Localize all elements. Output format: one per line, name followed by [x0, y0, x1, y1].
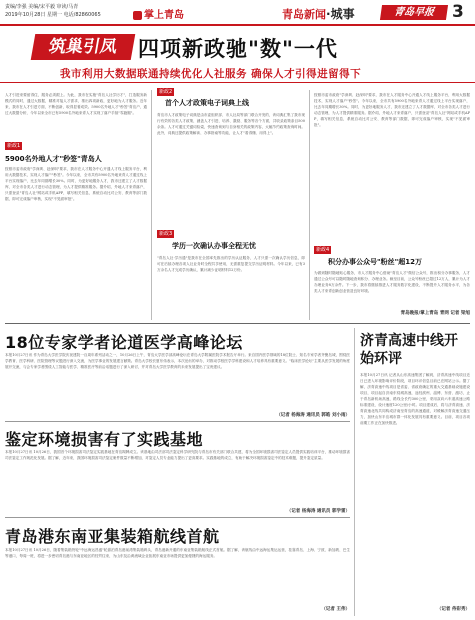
column-divider [151, 90, 152, 320]
sidebar-body: 本报10月27日讯 记者从山东高速集团了解到，济青高速中线项目近日已进入环境影响评价阶段，项目环评信息目前已在网站公示。据了解，济青高速中线项目是省委、省政府确定的重大交通基础设施建设项目，项目起自济南东绕城高速，途经滨州、淄博、东营、潍坊，止于青岛新机场高速，路线全长约300公里，采用双向六车道高速公路标准建设，设计速度120公里/小时。项目建成后，将与济青高速、济青高速北线共同构成济南至青岛的高速通道，对缓解济青高速交通压力，加快山东半岛城市群一体化发展具有重要意义。目前，项目各项前期工作正在加快推进。 [360, 373, 470, 425]
story-rule [5, 517, 350, 518]
story4-body: 本报10月27日讯 10月26日，随着集装箱货轮"中远海运昌盛"轮靠泊青岛港前湾集装箱码头，青岛港新开通的东南亚集装箱航线正式首航。据了解，该航线由中远海运集运运营，挂靠青岛、上海、宁波、新加坡、巴生等港口，每周一班，将进一步密切青岛港与东南亚地区的经贸往来，为山东及沿黄流域企业拓展东南亚市场提供更加便捷的海运服务。 [5, 548, 350, 558]
story3-body: 本报10月27日讯 10月26日，我国首个环境损害司法鉴定实践基地在青岛揭牌成立。该基地由司法部司法鉴定科学研究院与青岛市有关部门联合共建，将为全国环境损害司法鉴定人员提供实践培训平台，推动环境损害司法鉴定工作规范化发展。据了解，近年来，我国环境损害司法鉴定案件数量不断增加，对鉴定人员专业能力提出了更高要求。实践基地的成立，有助于解决环境损害鉴定中的技术难题，提升鉴定质量。 [5, 450, 350, 460]
sidebar-credit: （记者 侍彩秀） [436, 607, 470, 612]
logo-icon [133, 11, 142, 20]
lead-headline: 四项新政驰"数"一代 [138, 37, 338, 61]
section3-body: "青岛人社·学历通"是我市在全国率先推出的学历认证服务，人才只需一次确认学历信息，即可在后续办理各项人社业务时全程共享使用，无需重复提交学历证明材料。今年以来，已有3万余名人才完成学历确认，累计减少证明材料12万份。 [157, 256, 305, 272]
brand-badge: 青岛早报 [380, 5, 448, 20]
date-line: 2019年10月28日 星期一 电话/82860065 [5, 12, 101, 18]
lead-rule [0, 82, 475, 83]
editor-line: 责编/李强 美编/宋平毅 审读/马青 [5, 4, 79, 10]
story3-headline: 鉴定环境损害有了实践基地 [5, 430, 204, 449]
section3-tag: 新政3 [159, 231, 173, 237]
masthead [0, 0, 475, 24]
section2-tag: 新政2 [159, 89, 173, 95]
section3-title: 学历一次确认办事全程无忧 [172, 242, 256, 250]
story2-headline: 18位专家学者论道医学高峰论坛 [5, 333, 243, 352]
masthead-meta [5, 3, 125, 19]
lead-subheadline: 我市利用大数据联通持续优化人社服务 确保人才引得进留得下 [60, 68, 362, 80]
section1-title: 5900名外地人才"秒签"青岛人 [5, 155, 102, 163]
story4-headline: 青岛港东南亚集装箱航线首航 [5, 527, 220, 546]
sidebar-divider [354, 328, 355, 616]
lead-intro: 人才引进来要留得住，服务必须跟上。为此，我市在实施"青岛人社学历才"，打造服务新模式的同时，通过大数据，精准对接人才需求，推出四项新政，更好地为人才服务。近年来，我市在人才引进方面，不断创新，取得显著成效。5900名外地人才"秒签"青岛户，通过大数据分析，今年以来全市已有5900名外地来青人才实现了落户手续"零跑腿"。 [5, 93, 147, 115]
top-rule [0, 24, 475, 26]
lead-col3-intro: 按照市委市政府"学深圳、赶深圳"要求，我市在人才服务中心开通人才线上服务平台，利用大数据技术，实现人才落户"秒签"。今年以来，全市共有5900名外地来青人才通过线上平台实现落户，比去年同期增长30%。同时，为更好地服务人才，我市还建立了人才数据库，对全市各类人才进行动态管理，为人才提供精准服务。据介绍，外地人才来青落户，只需登录"青岛人社"网站或手机APP，填写相关信息，系统自动比对公安、教育等部门数据，即可完成落户审核，实现"不见面审批"。 [314, 93, 470, 127]
section2-title: 首个人才政策电子词典上线 [165, 99, 249, 107]
story2-body: 本报10月27日讯 作为青岛大学医学院庆祝建院一百周年系列活动之一，10月26日上午，青岛大学医学部高峰论坛在青岛大学附属医院学术报告厅举行。来自国内医学领域的18位院士、知名专家学者齐聚岛城，围绕医学教育、医学科研、医院管理等议题进行深入交流，为医学事业的发展建言献策。青岛大学校长夏东伟表示，本次论坛的举办，对推动学校医学学科建设和人才培养具有重要意义。"临床医学论坛"主要从医学发展的角度展开交流，与会专家学者围绕人工智能与医学、精准医疗等前沿话题进行了深入研讨，并对青岛大学医学教育的未来发展提出了宝贵建议。 [5, 353, 350, 369]
lead-credit: 青岛晚报/掌上青岛 青网 记者 梁旭 [400, 311, 470, 316]
story-rule [5, 421, 350, 422]
section-rule [5, 323, 470, 324]
story2-credit: （记者 杨海涛 通讯员 郭皓 刘小雨） [276, 413, 350, 418]
logo-text: 掌上青岛 [144, 10, 184, 21]
section4-title: 积分办事公众号"粉丝"超12万 [328, 258, 423, 266]
lead-kicker: 筑巢引凤 [31, 34, 136, 60]
section1-tag: 新政1 [7, 143, 21, 149]
section1-body: 按照市委市政府"学深圳、赶深圳"要求，我市在人才服务中心开通人才线上服务平台，利用大数据技术，实现人才落户"秒签"。今年以来，全市共有5900名外地来青人才通过线上平台实现落户，比去年同期增长30%。同时，为更好地服务人才，我市还建立了人才数据库，对全市各类人才进行动态管理，为人才提供精准服务。据介绍，外地人才来青落户，只需登录"青岛人社"网站或手机APP，填写相关信息，系统自动比对公安、教育等部门数据，即可完成落户审核，实现"不见面审批"。 [5, 167, 147, 201]
page-number: 3 [452, 2, 464, 22]
column-divider [309, 90, 310, 320]
section-title: 青岛新闻·城事 [282, 7, 355, 21]
section4-body: 为做到随时随地贴心服务，市人才服务中心借助"青岛人才"微信公众号，推出积分办事服务，人才通过公众号可以随时随地查询积分、办理业务。截至目前，公众号粉丝已超过12万人，累计为人才办理业务8万余件。下一步，我市将继续推进人才服务数字化建设，不断提升人才服务水平，为各类人才来青创新创业营造良好环境。 [314, 271, 470, 293]
section4-tag: 新政4 [316, 247, 330, 253]
section2-body: 青岛市人才政策电子词典是由市委组织部、市人社局等部门联合开发的，该词典汇集了我市现行有效的各类人才政策，涵盖人才引进、培养、激励、服务等各个方面，共收录政策条目500余条。人才可通过关键词检索，快速查询到与自身相关的政策内容，大幅节约政策查询时间。此外，词典还提供政策解读、办事指南等功能，让人才"看得懂、用得上"。 [157, 113, 305, 135]
sidebar-headline: 济青高速中线开始环评 [360, 333, 458, 367]
story4-credit: （记者 王伟） [321, 607, 350, 612]
paper-name: 青岛新闻 [282, 8, 326, 21]
story3-credit: （记者 杨海涛 通讯员 郭学雷） [286, 509, 350, 514]
app-logo [133, 6, 184, 21]
section-name: 城事 [330, 7, 355, 21]
